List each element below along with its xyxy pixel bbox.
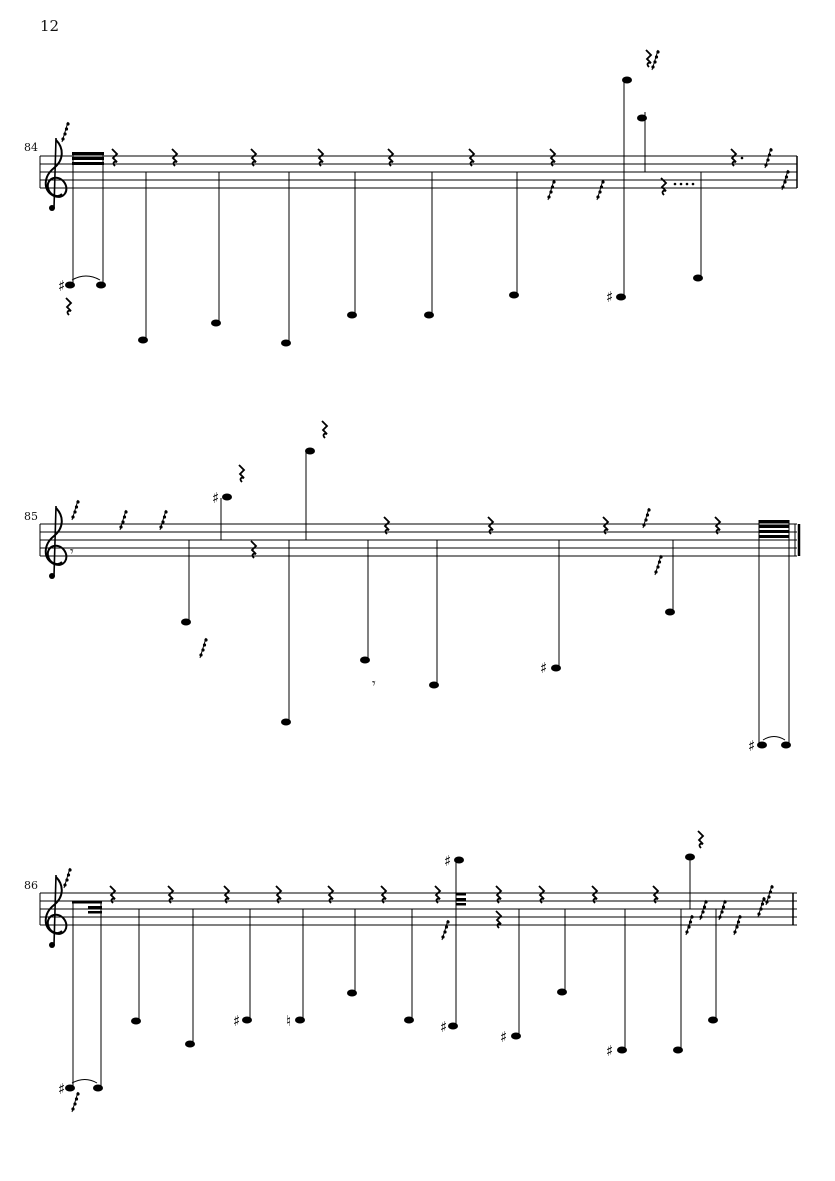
notes-system-84 <box>112 50 790 347</box>
svg-text:♯: ♯ <box>440 1018 448 1036</box>
system-85 <box>40 421 799 755</box>
system-84 <box>40 50 797 347</box>
svg-text:𝄾: 𝄾 <box>372 676 376 692</box>
measure-number-86: 86 <box>24 879 38 892</box>
svg-text:♯: ♯ <box>606 1042 614 1060</box>
svg-text:♯: ♯ <box>500 1028 508 1046</box>
svg-text:♯: ♯ <box>748 737 756 755</box>
svg-text:♯: ♯ <box>233 1012 241 1030</box>
notes-system-85 <box>70 421 791 755</box>
svg-text:♯: ♯ <box>58 1080 66 1098</box>
page-number: 12 <box>40 17 60 35</box>
notes-system-86 <box>58 831 774 1112</box>
system-86 <box>40 831 797 1112</box>
staff-lines <box>40 156 797 188</box>
svg-text:♯: ♯ <box>58 277 66 295</box>
treble-clef-icon <box>46 875 67 948</box>
measure-number-84: 84 <box>24 141 38 154</box>
beam-group <box>58 122 106 315</box>
svg-text:𝄾: 𝄾 <box>70 544 74 560</box>
svg-text:♯: ♯ <box>444 852 452 870</box>
svg-text:♯: ♯ <box>606 288 614 306</box>
staff-lines <box>40 524 797 556</box>
staff-lines <box>40 893 797 925</box>
svg-text:♯: ♯ <box>540 659 548 677</box>
svg-text:♮: ♮ <box>286 1012 292 1030</box>
svg-text:♯: ♯ <box>212 489 220 507</box>
treble-clef-icon <box>46 138 67 211</box>
treble-clef-icon <box>46 506 67 579</box>
measure-number-85: 85 <box>24 510 38 523</box>
